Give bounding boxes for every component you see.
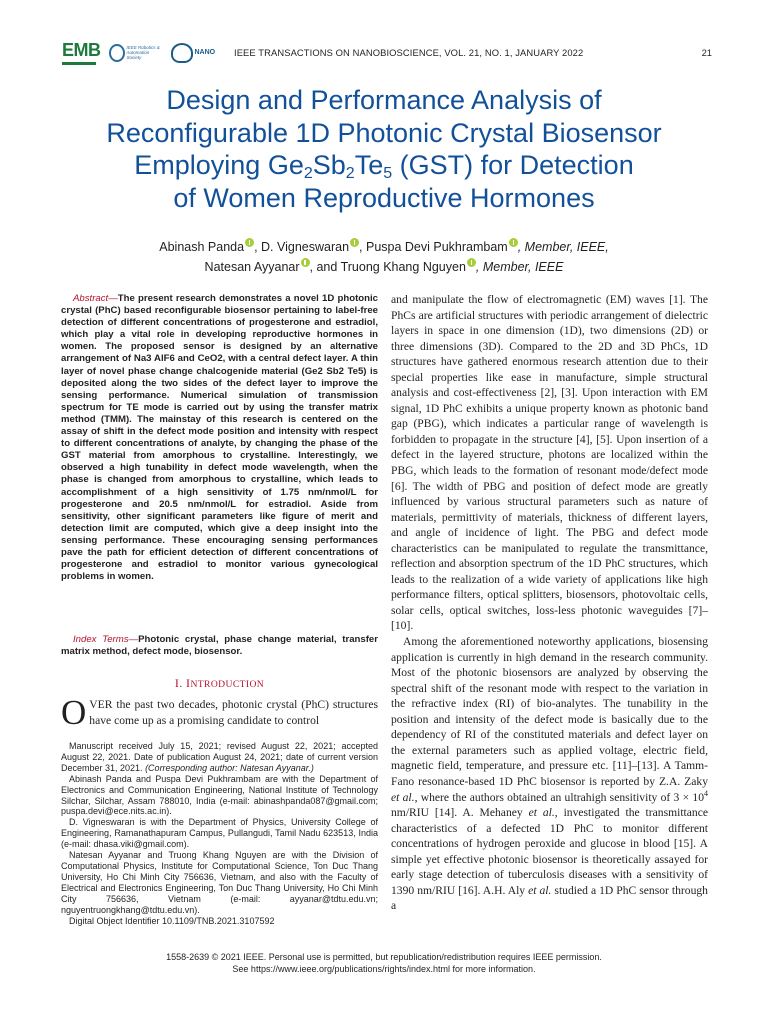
index-terms: Index Terms—Photonic crystal, phase change material, transfer matrix method, defect mode, biosensor. xyxy=(61,634,379,658)
orcid-icon[interactable] xyxy=(245,238,254,247)
author-name: , and Truong Khang Nguyen xyxy=(309,260,466,274)
doi: Digital Object Identifier 10.1109/TNB.2021.3107592 xyxy=(69,915,275,926)
orcid-icon[interactable] xyxy=(301,258,310,267)
nano-emblem-icon xyxy=(171,43,193,63)
paper-title xyxy=(40,84,728,214)
body-paragraph: Among the aforementioned noteworthy applications, biosensing application is currently in high demand in the research community. Most of the photonic biosensors are analyzed by observing the spectral shift of the resonant mode with respect to the variation in the refractive index (RI) of bio-analytes. The tunability in the position and intensity of the defect mode is basically due to the dependency of RI of the constituted materials and defect layer on the external parameters such as applied voltage, electric field, magnetic field, temperature, and pressure etc. [11]–[13]. A Tamm-Fano resonance-based 1D PhC biosensor is reported by Z.A. Zaky et al., where the authors obtained an ultrahigh sensitivity of $3 \times 10^4$ nm/RIU [14]. A. Mehaney et al., investigated the transmittance characteristics of a defected 1D PhC to monitor different concentrations of hydrogen peroxide and glucose in blood [15]. A simple yet effective photonic biosensor is theoretically assayed for early stage detection of tuberculosis diseases with a sensitivity of 1390 nm/RIU [16]. A.H. Aly et al. studied a 1D PhC sensor through a xyxy=(391,635,709,913)
title-line: of Women Reproductive Hormones xyxy=(173,182,595,213)
society-logos xyxy=(62,40,215,65)
abstract-text: The present research demonstrates a novel 1D photonic crystal (PhC) based reconfigurable biosensor pertaining to label-free detection of different concentrations of progesterone and estradiol, which play a vital role in developing reproductive hormones in women. The proposed sensor is designed by an alternative arrangement of Na3 AlF6 and CeO2, with a central defect layer. A thin layer of novel phase change chalcogenide material (Ge2 Sb2 Te5) is deposited along the two sides of the defect layer to improve the sensing performance. Numerical simulation of transmission spectrum for TE mode is carried out by using the transfer matrix method (TMM). The mainstay of this research is centered on the assay of shift in the defect mode position and intensity with respect to different concentrations of analyte, by changing the phase of the GST material from amorphous to crystalline. Interestingly, we observed a high tunability in defect mode wavelength, when the phase is changed from amorphous to crystalline, which leads to accomplishment of a high sensitivity of 1.75 nm/nmol/L for progesterone and 20.5 nm/nmol/L for estradiol. Aside from sensitivity, other significant parameters like figure of merit and detection limit are computed, which give a deep insight into the sensing performance. These encouraging sensing performances pave the path for efficient detection of different concentrations of progesterone and estradiol to monitor various gynecological problems in women. xyxy=(61,293,378,583)
footnote: Natesan Ayyanar and Truong Khang Nguyen are with the Division of Computational Physics, Institute for Computational Science, Ton Duc Thang University, Ho Chi Minh City 756636, Vietnam, and also with the Faculty of Electrical and Electronics Engineering, Ton Duc Thang University, Ho Chi Minh City 756636, Vietnam (e-mail: ayyanar@tdtu.edu.vn; nguyentruongkhang@tdtu.edu.vn). xyxy=(61,850,378,915)
body-paragraph: and manipulate the flow of electromagnetic (EM) waves [1]. The PhCs are artificial structures with periodic arrangement of dielectric layers in space in one dimension (1D), two dimensions (2D) or three dimensions (3D). Compared to the 2D and 3D PhCs, 1D structures have gathered enormous research attention due to their special properties like ease in manufacture, simple structural analysis and cost-effectiveness [2], [3]. Upon interaction with EM signal, 1D PhC exhibits a unique property known as photonic band gap (PBG), which indicates a particular range of wavelength is forbidden to propagate in the structure [4], [5]. Upon insertion of a defect in the layered structure, photons are localized within the PBG, which leads to the formation of resonant mode/defect mode [6]. The width of PBG and position of defect mode are greatly influenced by various structural parameters such as nature of materials, permittivity of materials, thickness of different layers, and angle of incidence of light. The PBG and defect mode characteristics can be manipulated to regulate the transmittance, reflection and absorption spectrum of the 1D PhC structures, which leads to the realization of a wide variety of applications like high performance filters, optical splitters, biosensors, photovoltaic cells, solar cells, optical switches, loss-less photonic waveguides [7]–[10]. xyxy=(391,293,708,633)
ras-emblem-icon xyxy=(109,44,125,62)
author-name: Natesan Ayyanar xyxy=(204,260,300,274)
footnote: D. Vigneswaran is with the Department of Physics, University College of Engineering, Ramanathapuram Campus, Pullangudi, Tamil Nadu 623513, India (e-mail: dhasa.viki@gmail.com). xyxy=(61,817,378,850)
author-name: , D. Vigneswaran xyxy=(254,240,350,254)
section-heading: I. INTRODUCTION xyxy=(174,676,265,690)
nano-logo: NANO xyxy=(171,43,216,63)
footnotes xyxy=(61,741,378,926)
right-column xyxy=(391,292,708,914)
drop-cap: O xyxy=(61,693,87,732)
emb-logo: EMB xyxy=(62,40,101,65)
running-header xyxy=(62,40,712,76)
page-number: 21 xyxy=(701,47,712,58)
journal-name: IEEE TRANSACTIONS ON NANOBIOSCIENCE, VOL. 21, NO. 1, JANUARY 2022 xyxy=(234,47,584,58)
author-role: , Member, IEEE xyxy=(475,260,564,274)
rights-link[interactable]: See https://www.ieee.org/publications/rights/index.html for more information. xyxy=(232,964,536,974)
index-terms-text: Photonic crystal, phase change material, transfer matrix method, defect mode, biosensor. xyxy=(61,634,379,658)
author-role: , Member, IEEE, xyxy=(517,240,609,254)
index-terms-label: Index Terms xyxy=(73,634,129,645)
title-line: Reconfigurable 1D Photonic Crystal Biosensor xyxy=(106,117,662,148)
footnote: Abinash Panda and Puspa Devi Pukhrambam are with the Department of Electronics and Communication Engineering, National Institute of Technology Silchar, Silchar, Assam 788010, India (e-mail: abinashpanda087@gmail.com; puspa.devi@ece.nits.ac.in). xyxy=(61,773,378,817)
ras-logo: IEEE Robotics & Automation Society xyxy=(109,44,163,62)
intro-paragraph: OVER the past two decades, photonic crystal (PhC) structures have come up as a promising candidate to control xyxy=(61,693,378,732)
orcid-icon[interactable] xyxy=(509,238,518,247)
copyright-notice: 1558-2639 © 2021 IEEE. Personal use is permitted, but republication/redistribution requires IEEE permission. See https://www.ieee.org/publications/rights/index.html for more information. xyxy=(40,951,728,975)
orcid-icon[interactable] xyxy=(467,258,476,267)
title-line: Employing $Ge_2Sb_2Te_5$ (GST) for Detection xyxy=(134,150,634,183)
footnote: Manuscript received July 15, 2021; revised August 22, 2021; accepted August 22, 2021. Date of publication August 24, 2021; date of current version December 31, 2021. (Corresponding author: Natesan Ayyanar.) xyxy=(61,741,378,773)
orcid-icon[interactable] xyxy=(350,238,359,247)
abstract-label: Abstract xyxy=(73,293,109,304)
abstract: Abstract—The present research demonstrates a novel 1D photonic crystal (PhC) based reconfigurable biosensor pertaining to label-free detection of different concentrations of progesterone and estradiol, which play a vital role in developing reproductive hormones in women. The proposed sensor is designed by an alternative arrangement of Na3 AlF6 and CeO2, with a central defect layer. A thin layer of novel phase change chalcogenide material (Ge2 Sb2 Te5) is deposited along the two sides of the defect layer to improve the sensing performance. Numerical simulation of transmission spectrum for TE mode is carried out by using the transfer matrix method (TMM). The mainstay of this research is centered on the assay of shift in the defect mode position and intensity with respect to different concentrations of analyte, by changing the phase of the GST material from amorphous to crystalline. Interestingly, we observed a high tunability in defect mode wavelength, when the phase is changed from amorphous to crystalline, which leads to accomplishment of a high sensitivity of 1.75 nm/nmol/L for progesterone and 20.5 nm/nmol/L for estradiol. Aside from sensitivity, other significant parameters like figure of merit and detection limit are computed, which give a deep insight into the sensing performance. These encouraging sensing performances pave the path for efficient detection of different concentrations of progesterone and estradiol to monitor various gynecological problems in women. xyxy=(61,293,378,583)
author-list xyxy=(40,237,728,277)
author-name: Abinash Panda xyxy=(159,240,245,254)
title-line: Design and Performance Analysis of xyxy=(166,85,602,115)
author-name: , Puspa Devi Pukhrambam xyxy=(359,240,508,254)
